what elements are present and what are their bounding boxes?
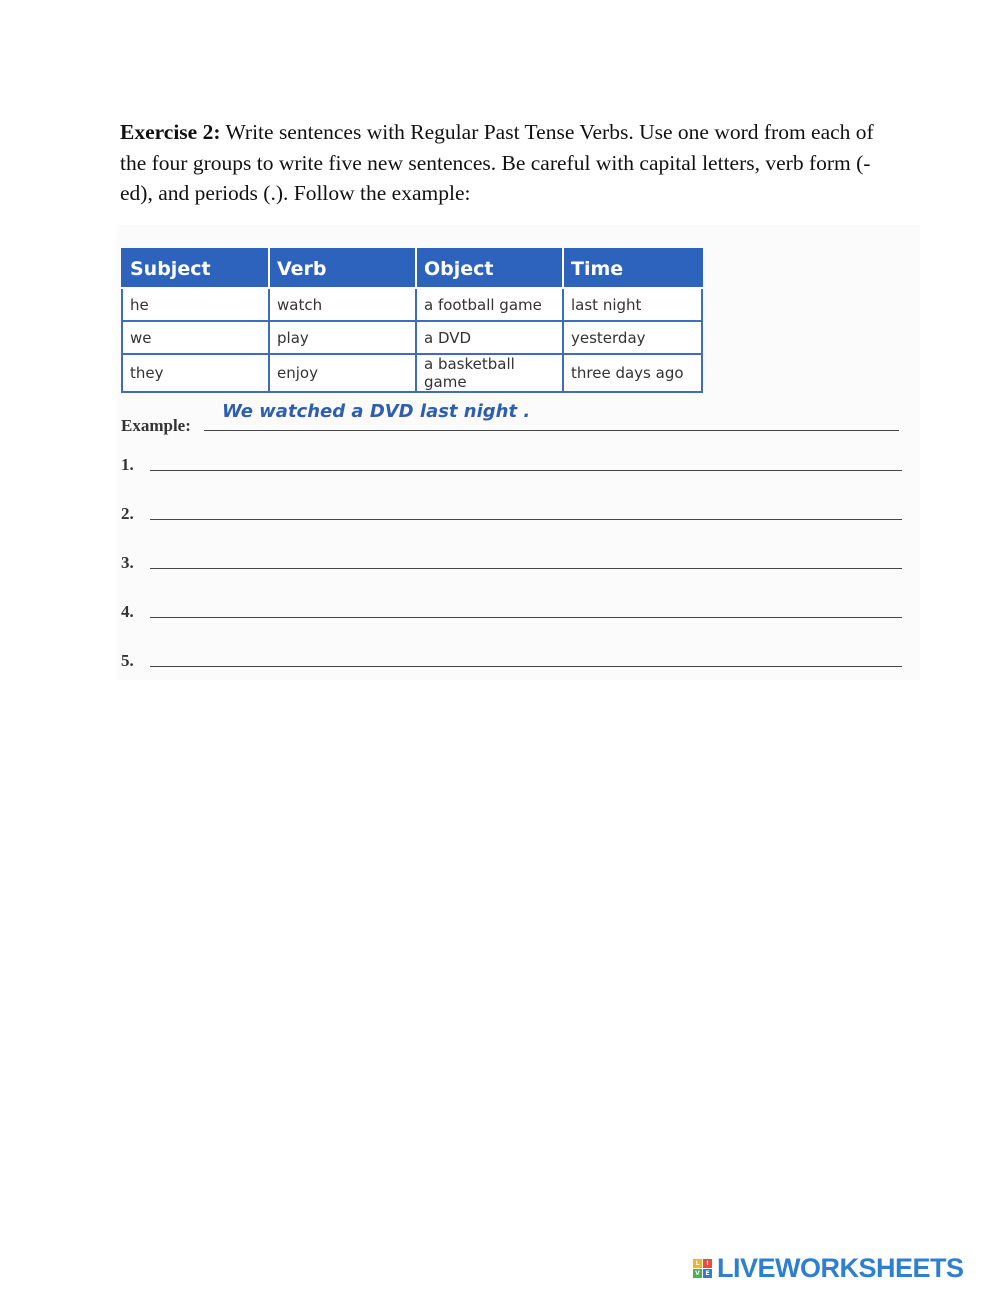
table-cell: they xyxy=(122,354,269,392)
table-row xyxy=(122,354,702,392)
header-object: Object xyxy=(416,249,563,288)
table-cell: a football game xyxy=(416,288,563,321)
table-cell: yesterday xyxy=(563,321,702,354)
answer-number: 2. xyxy=(121,504,134,523)
badge-letter: L xyxy=(693,1259,702,1268)
answer-number: 4. xyxy=(121,602,134,621)
answer-line-1[interactable] xyxy=(150,470,902,471)
table-row xyxy=(122,321,702,354)
header-verb: Verb xyxy=(269,249,416,288)
table-cell: a DVD xyxy=(416,321,563,354)
answer-line-3[interactable] xyxy=(150,568,902,569)
table-cell: enjoy xyxy=(269,354,416,392)
answer-line-4[interactable] xyxy=(150,617,902,618)
table-cell: he xyxy=(122,288,269,321)
table-cell: watch xyxy=(269,288,416,321)
liveworksheets-logo xyxy=(693,1255,988,1283)
table-cell: three days ago xyxy=(563,354,702,392)
logo-badge-icon xyxy=(693,1259,713,1279)
example-answer: We watched a DVD last night . xyxy=(222,401,531,422)
table-cell: last night xyxy=(563,288,702,321)
answer-line-2[interactable] xyxy=(150,519,902,520)
header-time: Time xyxy=(563,249,702,288)
word-groups-table xyxy=(121,248,703,393)
exercise-instructions xyxy=(120,117,890,209)
example-label: Example: xyxy=(121,416,191,435)
answer-number: 5. xyxy=(121,651,134,670)
exercise-text: Write sentences with Regular Past Tense Verbs. Use one word from each of the four groups to write five new sentences. Be careful with capital letters, verb form (-ed), and periods (.). Follow the example: xyxy=(120,120,874,205)
table-cell: a basketball game xyxy=(416,354,563,392)
header-subject: Subject xyxy=(122,249,269,288)
table-cell: we xyxy=(122,321,269,354)
answer-number: 3. xyxy=(121,553,134,572)
logo-wordmark: LIVEWORKSHEETS xyxy=(717,1253,964,1283)
badge-letter: I xyxy=(703,1259,712,1268)
example-answer-line xyxy=(204,430,899,431)
table-row xyxy=(122,288,702,321)
answer-line-5[interactable] xyxy=(150,666,902,667)
badge-letter: V xyxy=(693,1269,702,1278)
answer-number: 1. xyxy=(121,455,134,474)
badge-letter: E xyxy=(703,1269,712,1278)
table-header-row xyxy=(122,249,702,288)
table-cell: play xyxy=(269,321,416,354)
exercise-title: Exercise 2: xyxy=(120,120,221,144)
